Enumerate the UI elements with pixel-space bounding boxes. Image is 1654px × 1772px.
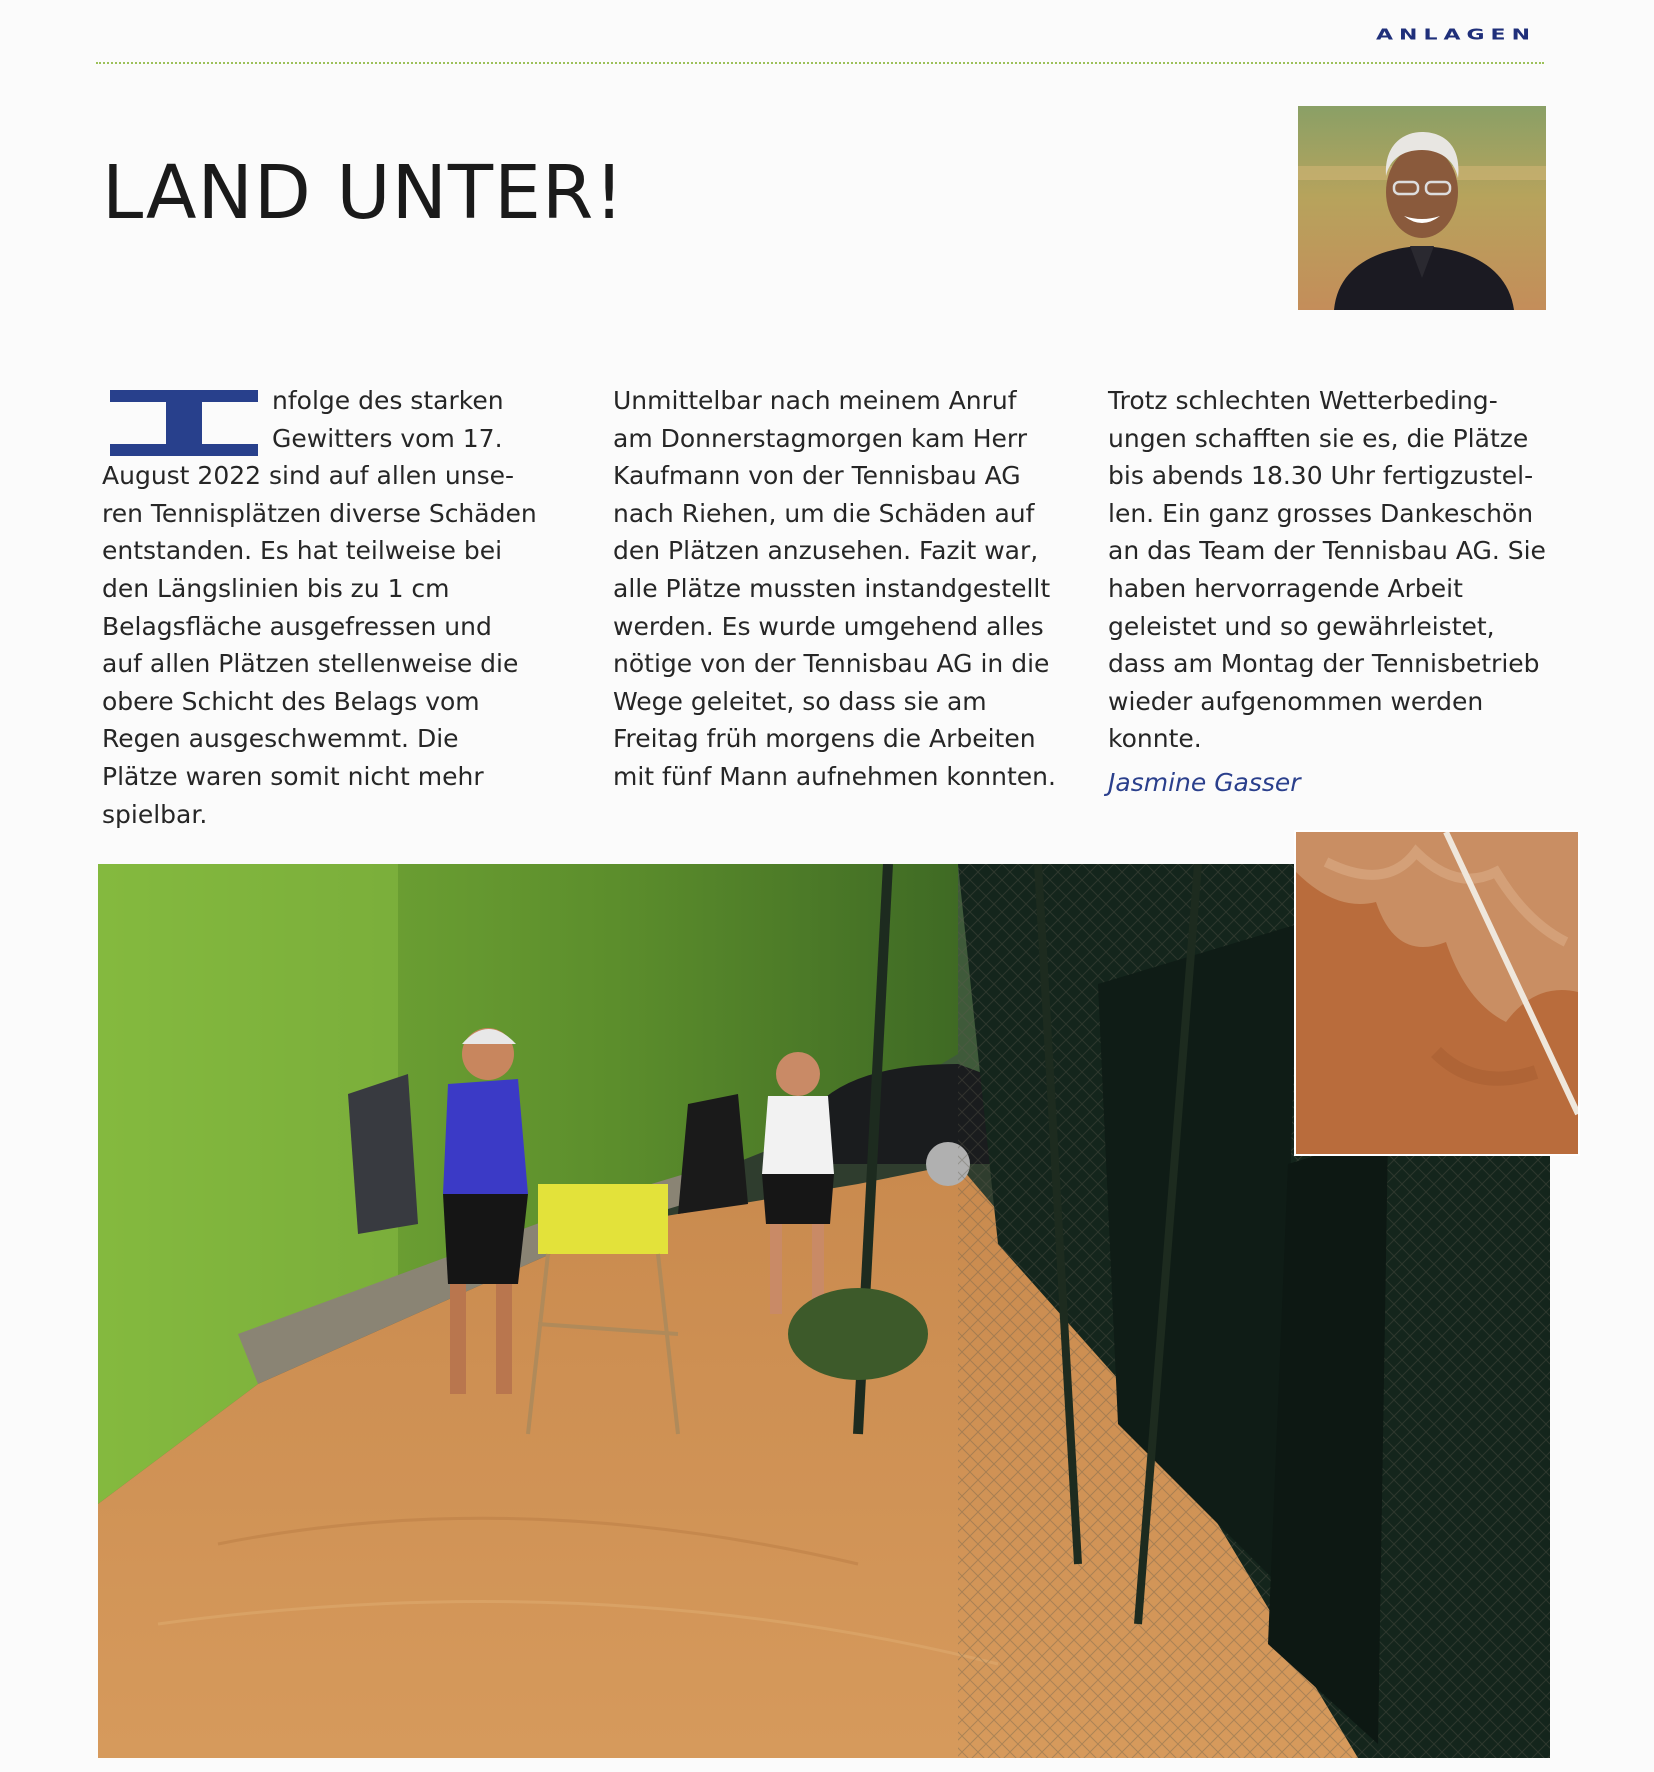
body-text-column-3: Trotz schlechten Wetterbedingungen schafften sie es, die Plätze bis abends 18.30 Uhr fertigzustellen. Ein ganz grosses Dankeschön an das Team der Tennisbau AG. Sie haben hervorragende Arbeit geleistet und so gewährleistet, dass am Montag der Tennisbetrieb wieder aufgenommen werden konnte.	[1108, 386, 1546, 754]
court-damage-inset-photo	[1296, 832, 1578, 1154]
section-label: ANLAGEN	[1376, 26, 1536, 44]
author-signature: Jasmine Gasser	[1108, 767, 1301, 797]
article-title: LAND UNTER!	[102, 150, 625, 236]
article-column-3	[1108, 382, 1548, 802]
dropcap-letter-i	[110, 390, 258, 456]
body-text-column-1: nfolge des starken Gewitters vom 17. August 2022 sind auf allen unseren Tennisplätzen diverse Schäden entstanden. Es hat teilweise bei den Längslinien bis zu 1 cm Belagsfläche ausgefressen und auf allen Plätzen stellenweise die obere Schicht des Belags vom Regen ausgeschwemmt. Die Plätze waren somit nicht mehr spielbar.	[102, 386, 537, 829]
body-text-column-2: Unmittelbar nach meinem Anruf am Donnerstagmorgen kam Herr Kaufmann von der Tennisbau AG nach Riehen, um die Schäden auf den Plätzen anzusehen. Fazit war, alle Plätze mussten instandgestellt werden. Es wurde umgehend alles nötige von der Tennisbau AG in die Wege geleitet, so dass sie am Freitag früh morgens die Arbeiten mit fünf Mann aufnehmen konnten.	[613, 386, 1056, 791]
article-column-1	[102, 382, 538, 833]
author-portrait	[1298, 106, 1546, 310]
header-rule	[96, 62, 1544, 64]
article-column-2	[613, 382, 1063, 796]
